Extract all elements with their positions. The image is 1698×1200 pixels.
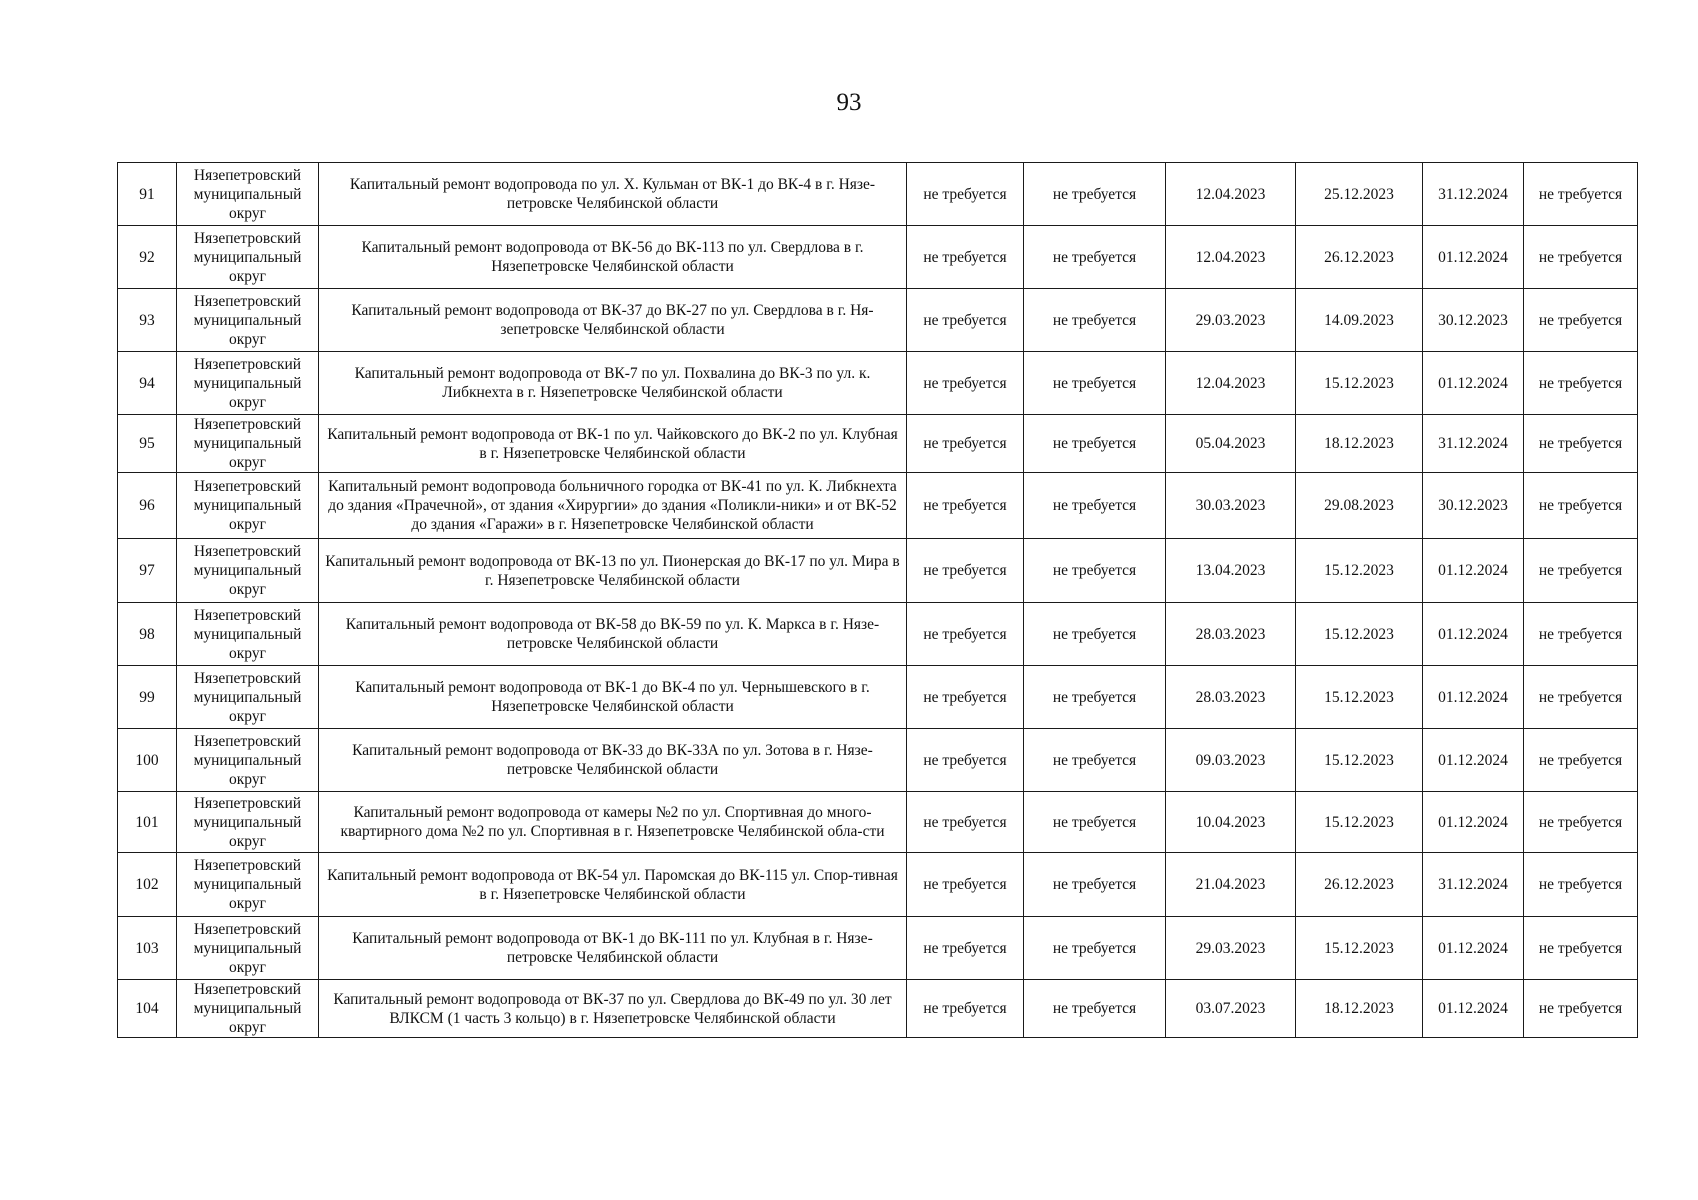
date-cell-3: 01.12.2024 [1423,917,1524,980]
municipality-cell: Нязепетровский муниципальный округ [177,352,319,415]
table-row [118,415,1638,473]
work-description-cell: Капитальный ремонт водопровода больничного городка от ВК-41 по ул. К. Либкнехта до здания «Прачечной», от здания «Хирургии» до здания «Поликли-ники» и от ВК-52 до здания «Гаражи» в г. Нязепетровске Челябинской области [319,473,907,539]
requirement-cell-2: не требуется [1024,539,1166,603]
requirement-cell-1: не требуется [907,603,1024,666]
requirement-cell-2: не требуется [1024,666,1166,729]
requirement-cell-2: не требуется [1024,473,1166,539]
date-cell-2: 18.12.2023 [1296,415,1423,473]
requirement-cell-1: не требуется [907,352,1024,415]
table-row [118,289,1638,352]
date-cell-1: 12.04.2023 [1166,352,1296,415]
date-cell-2: 15.12.2023 [1296,792,1423,853]
row-number: 102 [118,853,177,917]
requirement-cell-1: не требуется [907,415,1024,473]
table-body [118,163,1638,1038]
municipality-cell: Нязепетровский муниципальный округ [177,853,319,917]
row-number: 95 [118,415,177,473]
requirement-cell-3: не требуется [1524,289,1638,352]
requirement-cell-2: не требуется [1024,853,1166,917]
requirement-cell-2: не требуется [1024,163,1166,226]
date-cell-3: 01.12.2024 [1423,980,1524,1038]
requirement-cell-2: не требуется [1024,603,1166,666]
requirement-cell-2: не требуется [1024,415,1166,473]
date-cell-2: 29.08.2023 [1296,473,1423,539]
work-description-cell: Капитальный ремонт водопровода от ВК-54 ул. Паромская до ВК-115 ул. Спор-тивная в г. Нязепетровске Челябинской области [319,853,907,917]
work-description-cell: Капитальный ремонт водопровода от ВК-1 до ВК-111 по ул. Клубная в г. Нязе-петровске Челябинской области [319,917,907,980]
municipality-cell: Нязепетровский муниципальный округ [177,603,319,666]
requirement-cell-2: не требуется [1024,352,1166,415]
date-cell-2: 18.12.2023 [1296,980,1423,1038]
requirement-cell-3: не требуется [1524,539,1638,603]
municipality-cell: Нязепетровский муниципальный округ [177,980,319,1038]
row-number: 98 [118,603,177,666]
work-description-cell: Капитальный ремонт водопровода от камеры №2 по ул. Спортивная до много-квартирного дома №2 по ул. Спортивная в г. Нязепетровске Челябинской обла-сти [319,792,907,853]
municipality-cell: Нязепетровский муниципальный округ [177,792,319,853]
work-description-cell: Капитальный ремонт водопровода от ВК-56 до ВК-113 по ул. Свердлова в г. Нязепетровске Челябинской области [319,226,907,289]
table-row [118,917,1638,980]
requirement-cell-2: не требуется [1024,917,1166,980]
requirement-cell-1: не требуется [907,853,1024,917]
date-cell-3: 01.12.2024 [1423,352,1524,415]
work-description-cell: Капитальный ремонт водопровода от ВК-1 по ул. Чайковского до ВК-2 по ул. Клубная в г. Нязепетровске Челябинской области [319,415,907,473]
municipality-cell: Нязепетровский муниципальный округ [177,163,319,226]
requirement-cell-3: не требуется [1524,980,1638,1038]
date-cell-1: 12.04.2023 [1166,163,1296,226]
date-cell-1: 21.04.2023 [1166,853,1296,917]
requirement-cell-3: не требуется [1524,729,1638,792]
date-cell-2: 26.12.2023 [1296,226,1423,289]
date-cell-3: 31.12.2024 [1423,415,1524,473]
municipality-cell: Нязепетровский муниципальный округ [177,289,319,352]
date-cell-1: 03.07.2023 [1166,980,1296,1038]
row-number: 103 [118,917,177,980]
date-cell-3: 01.12.2024 [1423,226,1524,289]
work-description-cell: Капитальный ремонт водопровода от ВК-37 по ул. Свердлова до ВК-49 по ул. 30 лет ВЛКСМ (1 часть 3 кольцо) в г. Нязепетровске Челябинской области [319,980,907,1038]
municipality-cell: Нязепетровский муниципальный округ [177,415,319,473]
requirement-cell-2: не требуется [1024,226,1166,289]
requirement-cell-2: не требуется [1024,729,1166,792]
table-row [118,603,1638,666]
date-cell-2: 15.12.2023 [1296,666,1423,729]
date-cell-1: 05.04.2023 [1166,415,1296,473]
work-description-cell: Капитальный ремонт водопровода от ВК-33 до ВК-33А по ул. Зотова в г. Нязе-петровске Челябинской области [319,729,907,792]
date-cell-3: 31.12.2024 [1423,163,1524,226]
requirement-cell-1: не требуется [907,473,1024,539]
requirement-cell-3: не требуется [1524,163,1638,226]
date-cell-2: 14.09.2023 [1296,289,1423,352]
date-cell-3: 01.12.2024 [1423,603,1524,666]
municipality-cell: Нязепетровский муниципальный округ [177,729,319,792]
row-number: 96 [118,473,177,539]
row-number: 99 [118,666,177,729]
date-cell-3: 01.12.2024 [1423,666,1524,729]
table-row [118,163,1638,226]
requirement-cell-1: не требуется [907,792,1024,853]
requirement-cell-1: не требуется [907,289,1024,352]
date-cell-2: 15.12.2023 [1296,539,1423,603]
date-cell-1: 10.04.2023 [1166,792,1296,853]
row-number: 92 [118,226,177,289]
table-row [118,666,1638,729]
table-row [118,226,1638,289]
requirement-cell-2: не требуется [1024,980,1166,1038]
row-number: 94 [118,352,177,415]
requirement-cell-3: не требуется [1524,226,1638,289]
date-cell-3: 30.12.2023 [1423,473,1524,539]
table-row [118,980,1638,1038]
requirement-cell-2: не требуется [1024,792,1166,853]
date-cell-3: 30.12.2023 [1423,289,1524,352]
requirement-cell-2: не требуется [1024,289,1166,352]
municipality-cell: Нязепетровский муниципальный округ [177,473,319,539]
work-description-cell: Капитальный ремонт водопровода по ул. Х. Кульман от ВК-1 до ВК-4 в г. Нязе-петровске Челябинской области [319,163,907,226]
requirement-cell-1: не требуется [907,226,1024,289]
requirement-cell-3: не требуется [1524,917,1638,980]
municipality-cell: Нязепетровский муниципальный округ [177,226,319,289]
date-cell-3: 01.12.2024 [1423,792,1524,853]
requirement-cell-1: не требуется [907,666,1024,729]
work-description-cell: Капитальный ремонт водопровода от ВК-58 до ВК-59 по ул. К. Маркса в г. Нязе-петровске Челябинской области [319,603,907,666]
requirement-cell-3: не требуется [1524,352,1638,415]
date-cell-3: 31.12.2024 [1423,853,1524,917]
date-cell-2: 15.12.2023 [1296,352,1423,415]
page-number: 93 [836,89,862,116]
date-cell-1: 09.03.2023 [1166,729,1296,792]
work-description-cell: Капитальный ремонт водопровода от ВК-7 по ул. Похвалина до ВК-3 по ул. к. Либкнехта в г. Нязепетровске Челябинской области [319,352,907,415]
requirement-cell-3: не требуется [1524,415,1638,473]
date-cell-3: 01.12.2024 [1423,729,1524,792]
requirement-cell-1: не требуется [907,917,1024,980]
table-row [118,539,1638,603]
date-cell-1: 12.04.2023 [1166,226,1296,289]
requirement-cell-1: не требуется [907,539,1024,603]
date-cell-2: 26.12.2023 [1296,853,1423,917]
date-cell-2: 25.12.2023 [1296,163,1423,226]
row-number: 104 [118,980,177,1038]
municipality-cell: Нязепетровский муниципальный округ [177,917,319,980]
work-description-cell: Капитальный ремонт водопровода от ВК-37 до ВК-27 по ул. Свердлова в г. Ня-зепетровске Челябинской области [319,289,907,352]
municipality-cell: Нязепетровский муниципальный округ [177,666,319,729]
date-cell-2: 15.12.2023 [1296,603,1423,666]
requirement-cell-3: не требуется [1524,792,1638,853]
table-row [118,729,1638,792]
table-row [118,473,1638,539]
requirement-cell-1: не требуется [907,729,1024,792]
date-cell-1: 30.03.2023 [1166,473,1296,539]
municipality-cell: Нязепетровский муниципальный округ [177,539,319,603]
table-row [118,792,1638,853]
row-number: 97 [118,539,177,603]
requirement-cell-1: не требуется [907,980,1024,1038]
requirement-cell-1: не требуется [907,163,1024,226]
table-row [118,352,1638,415]
date-cell-1: 28.03.2023 [1166,666,1296,729]
date-cell-1: 29.03.2023 [1166,917,1296,980]
requirement-cell-3: не требуется [1524,853,1638,917]
work-description-cell: Капитальный ремонт водопровода от ВК-1 до ВК-4 по ул. Чернышевского в г. Нязепетровске Челябинской области [319,666,907,729]
works-table [117,162,1638,1038]
requirement-cell-3: не требуется [1524,666,1638,729]
table-row [118,853,1638,917]
date-cell-3: 01.12.2024 [1423,539,1524,603]
requirement-cell-3: не требуется [1524,473,1638,539]
row-number: 100 [118,729,177,792]
work-description-cell: Капитальный ремонт водопровода от ВК-13 по ул. Пионерская до ВК-17 по ул. Мира в г. Нязепетровске Челябинской области [319,539,907,603]
date-cell-1: 29.03.2023 [1166,289,1296,352]
date-cell-2: 15.12.2023 [1296,917,1423,980]
date-cell-1: 13.04.2023 [1166,539,1296,603]
row-number: 93 [118,289,177,352]
requirement-cell-3: не требуется [1524,603,1638,666]
date-cell-1: 28.03.2023 [1166,603,1296,666]
row-number: 91 [118,163,177,226]
row-number: 101 [118,792,177,853]
date-cell-2: 15.12.2023 [1296,729,1423,792]
